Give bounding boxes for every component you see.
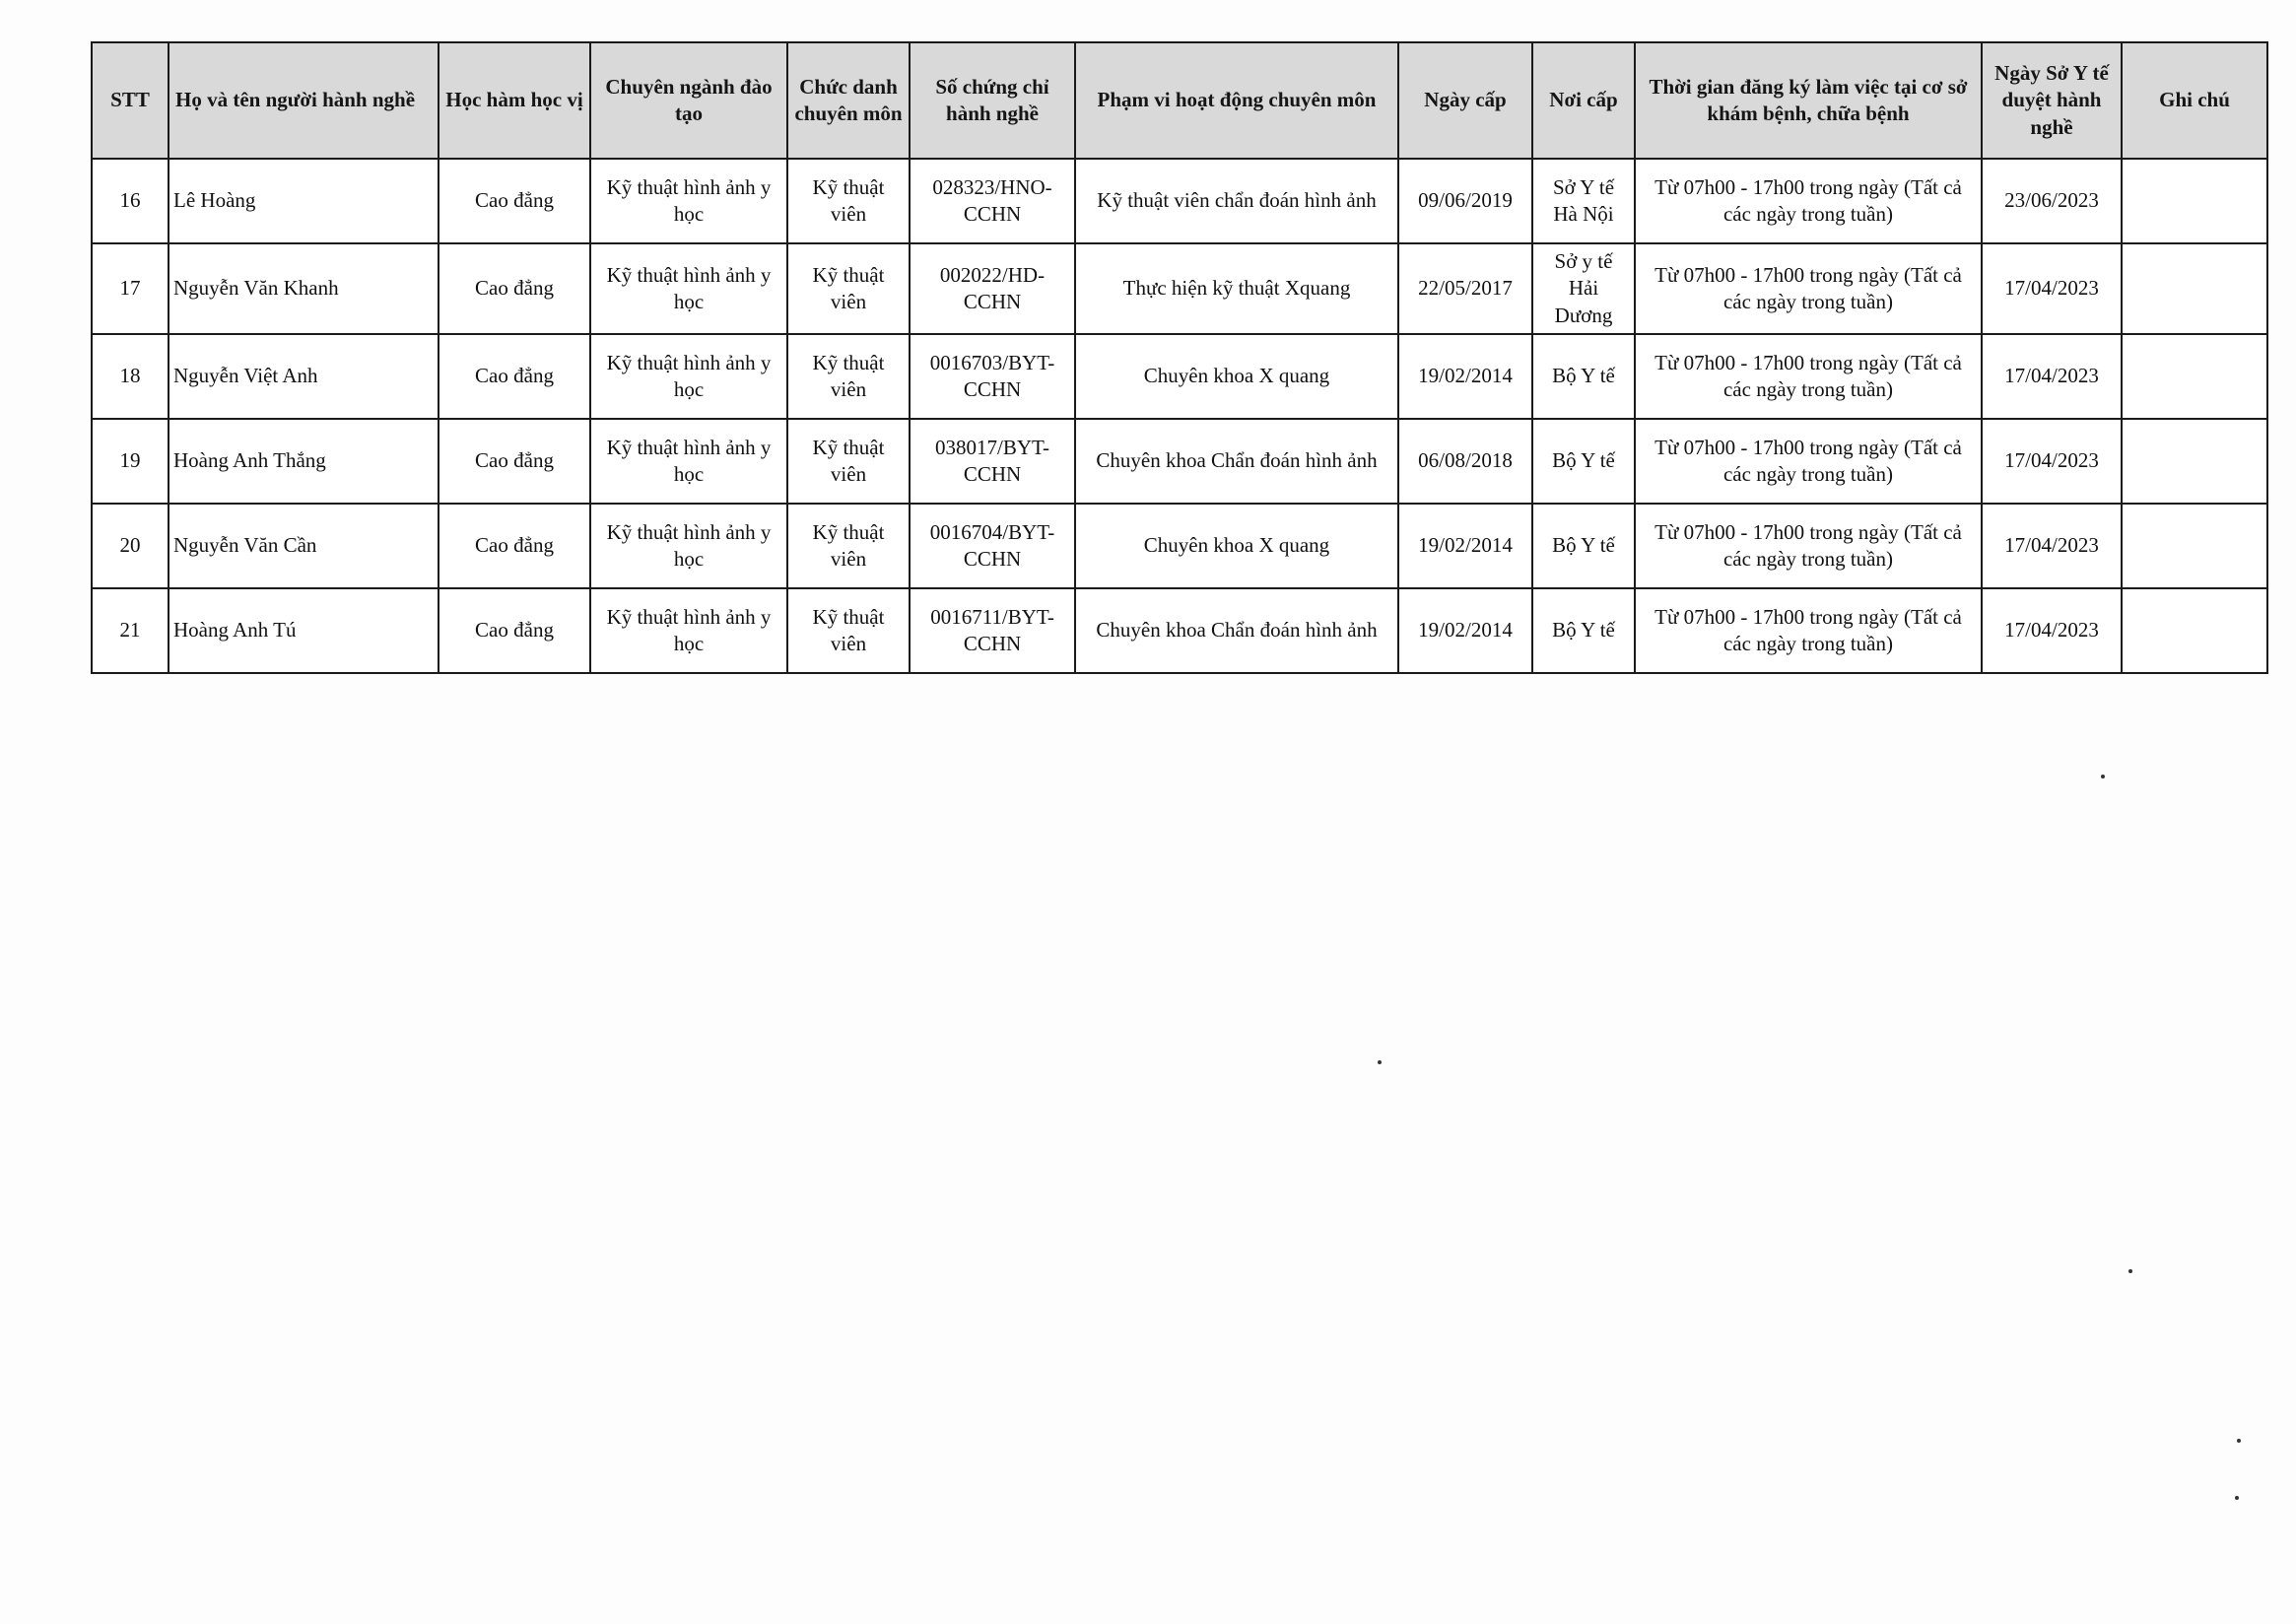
cell-work-time: Từ 07h00 - 17h00 trong ngày (Tất cả các ngày trong tuần) <box>1635 419 1982 504</box>
cell-issuer: Bộ Y tế <box>1532 419 1635 504</box>
cell-title: Kỹ thuật viên <box>787 588 910 673</box>
header-issuer: Nơi cấp <box>1532 42 1635 159</box>
cell-approval-date: 23/06/2023 <box>1982 159 2122 243</box>
cell-degree: Cao đẳng <box>439 159 590 243</box>
cell-major: Kỹ thuật hình ảnh y học <box>590 588 787 673</box>
cell-issuer: Sở y tế Hải Dương <box>1532 243 1635 334</box>
header-approval-date: Ngày Sở Y tế duyệt hành nghề <box>1982 42 2122 159</box>
table-header-row <box>92 42 2267 159</box>
cell-stt: 20 <box>92 504 169 588</box>
cell-stt: 18 <box>92 334 169 419</box>
table-row <box>92 334 2267 419</box>
cell-title: Kỹ thuật viên <box>787 334 910 419</box>
cell-major: Kỹ thuật hình ảnh y học <box>590 419 787 504</box>
cell-note <box>2122 159 2267 243</box>
table-row <box>92 588 2267 673</box>
cell-issuer: Bộ Y tế <box>1532 588 1635 673</box>
cell-scope: Chuyên khoa X quang <box>1075 334 1398 419</box>
cell-name: Hoàng Anh Thắng <box>169 419 439 504</box>
cell-stt: 21 <box>92 588 169 673</box>
cell-work-time: Từ 07h00 - 17h00 trong ngày (Tất cả các ngày trong tuần) <box>1635 588 1982 673</box>
scan-speck <box>2235 1496 2239 1500</box>
practitioner-table <box>91 41 2268 674</box>
header-cert-no: Số chứng chỉ hành nghề <box>910 42 1075 159</box>
cell-issuer: Bộ Y tế <box>1532 504 1635 588</box>
cell-title: Kỹ thuật viên <box>787 243 910 334</box>
header-work-time: Thời gian đăng ký làm việc tại cơ sở khám bệnh, chữa bệnh <box>1635 42 1982 159</box>
header-name: Họ và tên người hành nghề <box>169 42 439 159</box>
cell-approval-date: 17/04/2023 <box>1982 588 2122 673</box>
cell-issuer: Bộ Y tế <box>1532 334 1635 419</box>
cell-note <box>2122 334 2267 419</box>
cell-scope: Chuyên khoa Chẩn đoán hình ảnh <box>1075 588 1398 673</box>
cell-major: Kỹ thuật hình ảnh y học <box>590 159 787 243</box>
header-stt: STT <box>92 42 169 159</box>
cell-issue-date: 19/02/2014 <box>1398 504 1532 588</box>
cell-name: Nguyễn Văn Cần <box>169 504 439 588</box>
cell-approval-date: 17/04/2023 <box>1982 243 2122 334</box>
cell-title: Kỹ thuật viên <box>787 159 910 243</box>
cell-issuer: Sở Y tế Hà Nội <box>1532 159 1635 243</box>
cell-scope: Chuyên khoa X quang <box>1075 504 1398 588</box>
cell-degree: Cao đẳng <box>439 588 590 673</box>
cell-approval-date: 17/04/2023 <box>1982 504 2122 588</box>
header-issue-date: Ngày cấp <box>1398 42 1532 159</box>
cell-cert-no: 0016703/BYT-CCHN <box>910 334 1075 419</box>
scan-speck <box>2237 1439 2241 1443</box>
cell-cert-no: 002022/HD-CCHN <box>910 243 1075 334</box>
cell-note <box>2122 504 2267 588</box>
cell-note <box>2122 588 2267 673</box>
cell-approval-date: 17/04/2023 <box>1982 419 2122 504</box>
cell-cert-no: 028323/HNO-CCHN <box>910 159 1075 243</box>
cell-degree: Cao đẳng <box>439 504 590 588</box>
cell-stt: 19 <box>92 419 169 504</box>
cell-scope: Kỹ thuật viên chẩn đoán hình ảnh <box>1075 159 1398 243</box>
cell-degree: Cao đẳng <box>439 243 590 334</box>
header-major: Chuyên ngành đào tạo <box>590 42 787 159</box>
header-scope: Phạm vi hoạt động chuyên môn <box>1075 42 1398 159</box>
cell-issue-date: 09/06/2019 <box>1398 159 1532 243</box>
cell-issue-date: 19/02/2014 <box>1398 588 1532 673</box>
cell-cert-no: 038017/BYT-CCHN <box>910 419 1075 504</box>
cell-cert-no: 0016704/BYT-CCHN <box>910 504 1075 588</box>
cell-stt: 17 <box>92 243 169 334</box>
cell-name: Lê Hoàng <box>169 159 439 243</box>
cell-note <box>2122 419 2267 504</box>
table-row <box>92 159 2267 243</box>
cell-stt: 16 <box>92 159 169 243</box>
cell-scope: Chuyên khoa Chẩn đoán hình ảnh <box>1075 419 1398 504</box>
cell-name: Nguyễn Việt Anh <box>169 334 439 419</box>
cell-title: Kỹ thuật viên <box>787 419 910 504</box>
cell-approval-date: 17/04/2023 <box>1982 334 2122 419</box>
cell-major: Kỹ thuật hình ảnh y học <box>590 243 787 334</box>
cell-name: Hoàng Anh Tú <box>169 588 439 673</box>
table-row <box>92 419 2267 504</box>
scan-speck <box>2128 1269 2132 1273</box>
cell-degree: Cao đẳng <box>439 334 590 419</box>
table-row <box>92 243 2267 334</box>
table-row <box>92 504 2267 588</box>
cell-degree: Cao đẳng <box>439 419 590 504</box>
scan-speck <box>2101 775 2105 778</box>
cell-note <box>2122 243 2267 334</box>
cell-title: Kỹ thuật viên <box>787 504 910 588</box>
cell-major: Kỹ thuật hình ảnh y học <box>590 334 787 419</box>
cell-scope: Thực hiện kỹ thuật Xquang <box>1075 243 1398 334</box>
cell-work-time: Từ 07h00 - 17h00 trong ngày (Tất cả các ngày trong tuần) <box>1635 334 1982 419</box>
cell-work-time: Từ 07h00 - 17h00 trong ngày (Tất cả các ngày trong tuần) <box>1635 504 1982 588</box>
cell-issue-date: 22/05/2017 <box>1398 243 1532 334</box>
cell-major: Kỹ thuật hình ảnh y học <box>590 504 787 588</box>
scan-speck <box>1378 1060 1382 1064</box>
header-note: Ghi chú <box>2122 42 2267 159</box>
cell-cert-no: 0016711/BYT-CCHN <box>910 588 1075 673</box>
cell-issue-date: 06/08/2018 <box>1398 419 1532 504</box>
header-title: Chức danh chuyên môn <box>787 42 910 159</box>
cell-issue-date: 19/02/2014 <box>1398 334 1532 419</box>
cell-work-time: Từ 07h00 - 17h00 trong ngày (Tất cả các ngày trong tuần) <box>1635 243 1982 334</box>
cell-work-time: Từ 07h00 - 17h00 trong ngày (Tất cả các ngày trong tuần) <box>1635 159 1982 243</box>
header-degree: Học hàm học vị <box>439 42 590 159</box>
cell-name: Nguyễn Văn Khanh <box>169 243 439 334</box>
